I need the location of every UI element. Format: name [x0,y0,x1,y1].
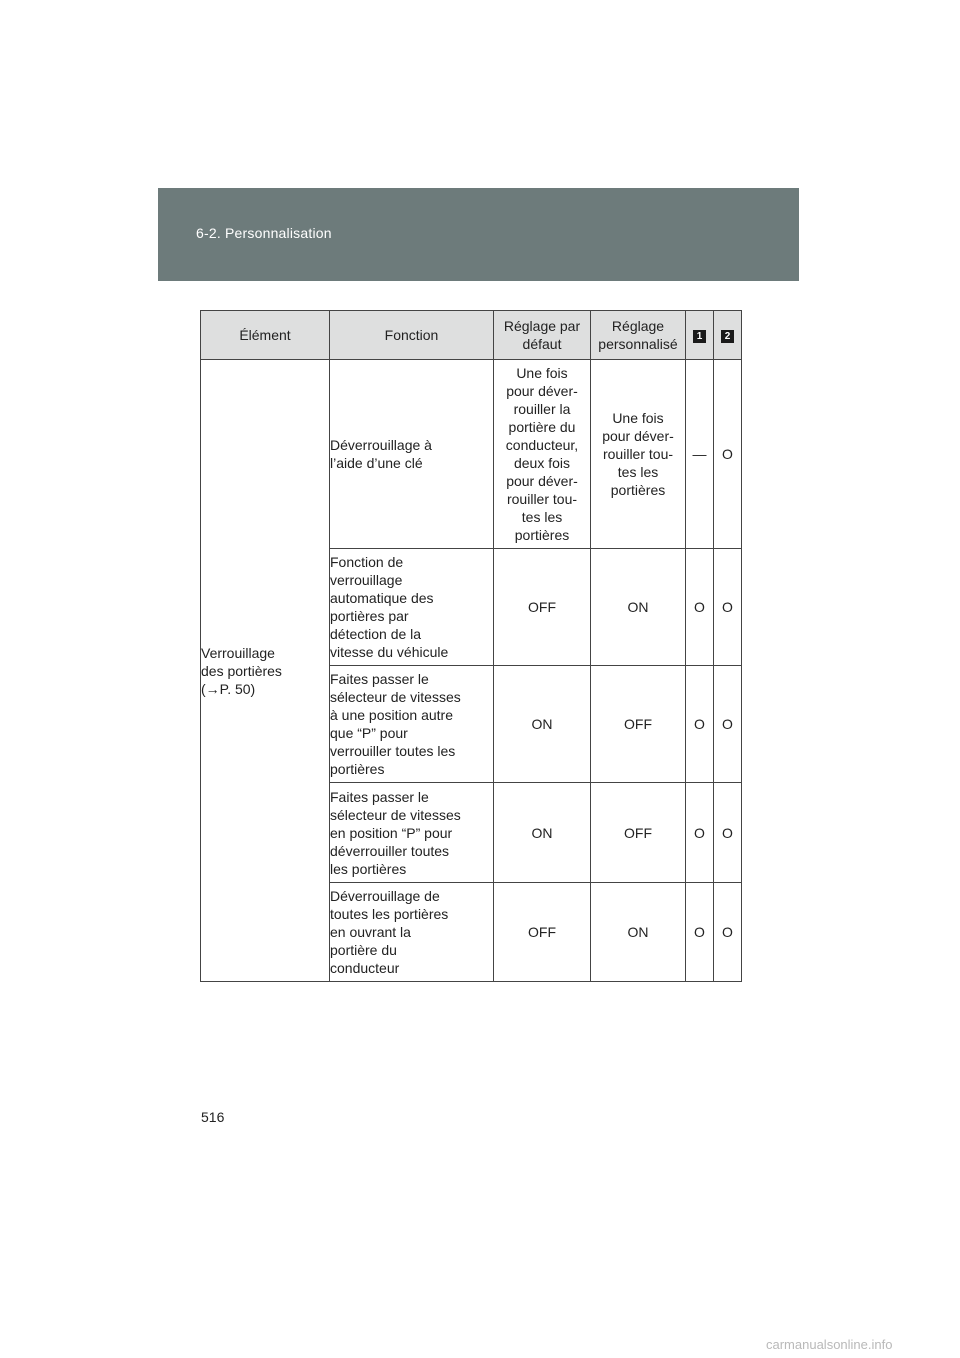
col1-cell: O [686,666,714,783]
col2-cell: O [714,360,742,549]
default-cell: Une fois pour déver- rouiller la portière du conducteur, deux fois pour déver- rouiller tou- tes les portières [494,360,591,549]
default-cell: ON [494,783,591,883]
number-2-icon: 2 [721,330,734,343]
col1-cell: O [686,783,714,883]
col1-cell: O [686,549,714,666]
customization-table [200,310,742,982]
number-1-icon: 1 [693,330,706,343]
table-row [201,360,742,549]
function-cell: Faites passer le sélecteur de vitesses en position “P” pour déverrouiller toutes les portières [330,783,494,883]
default-cell: OFF [494,549,591,666]
watermark: carmanualsonline.info [766,1337,893,1352]
col2-cell: O [714,783,742,883]
table-header-row [201,311,742,360]
column-header-function: Fonction [330,311,494,360]
default-cell: OFF [494,883,591,982]
column-header-2 [714,311,742,360]
column-header-custom: Réglage personnalisé [591,311,686,360]
item-door-locking: Verrouillage des portières (→P. 50) [201,360,330,982]
custom-cell: ON [591,549,686,666]
column-header-1 [686,311,714,360]
col2-cell: O [714,549,742,666]
section-header-band [158,188,799,281]
function-cell: Déverrouillage de toutes les portières en ouvrant la portière du conducteur [330,883,494,982]
col1-cell: O [686,883,714,982]
column-header-item: Élément [201,311,330,360]
col2-cell: O [714,666,742,783]
custom-cell: ON [591,883,686,982]
default-cell: ON [494,666,591,783]
custom-cell: OFF [591,783,686,883]
page-number: 516 [201,1109,225,1125]
custom-cell: OFF [591,666,686,783]
custom-cell: Une fois pour déver- rouiller tou- tes les portières [591,360,686,549]
section-title: 6-2. Personnalisation [196,225,332,241]
col1-cell: — [686,360,714,549]
function-cell: Faites passer le sélecteur de vitesses à une position autre que “P” pour verrouiller toutes les portières [330,666,494,783]
function-cell: Déverrouillage à l’aide d’une clé [330,360,494,549]
col2-cell: O [714,883,742,982]
function-cell: Fonction de verrouillage automatique des portières par détection de la vitesse du véhicule [330,549,494,666]
column-header-default: Réglage par défaut [494,311,591,360]
